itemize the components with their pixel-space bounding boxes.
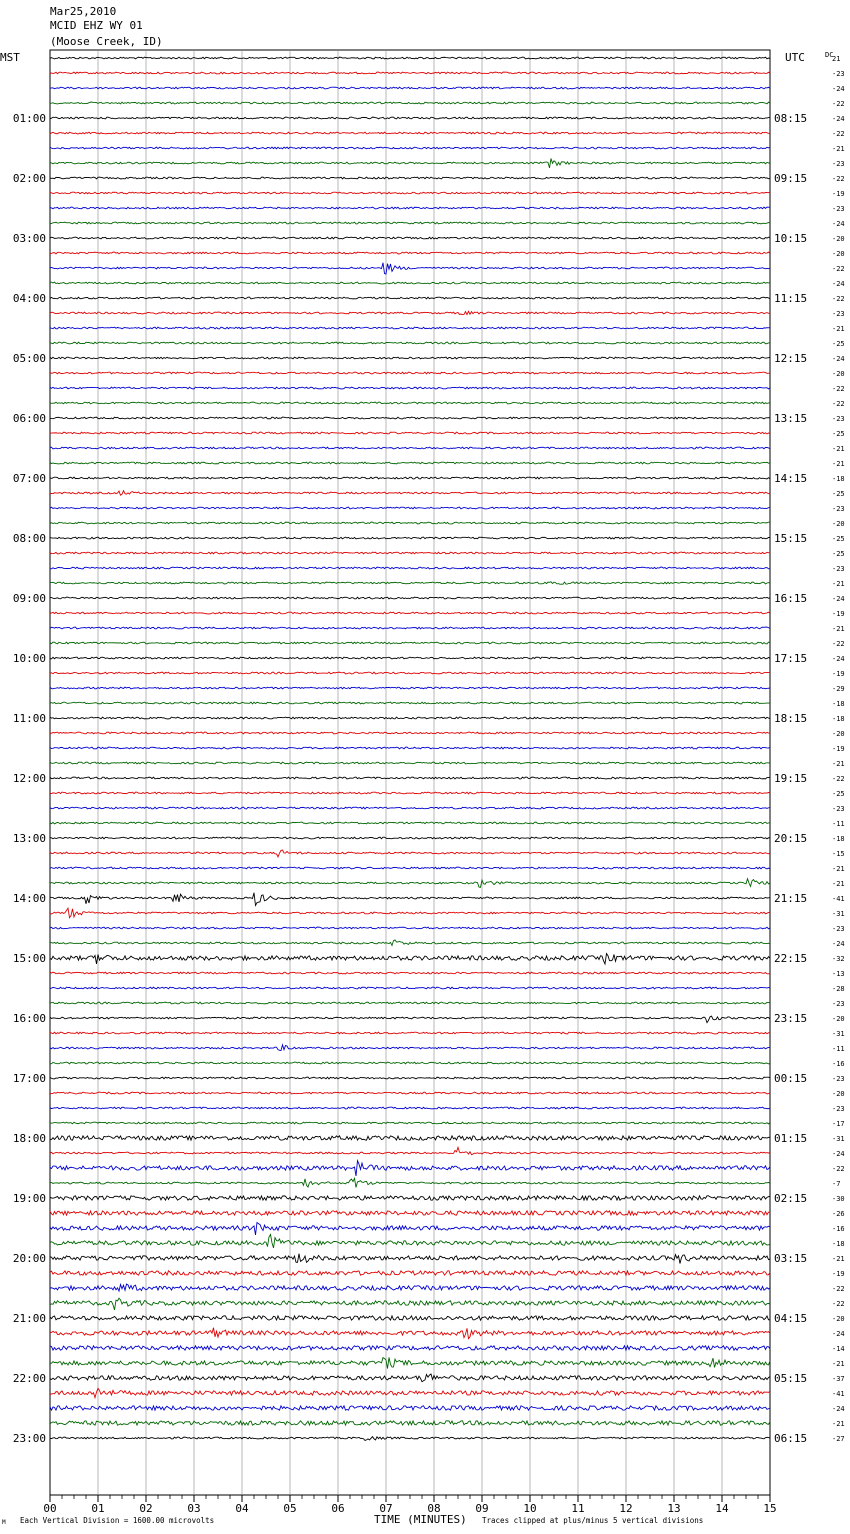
seismic-trace <box>50 1421 770 1425</box>
dc-offset-value: -21 <box>832 580 845 588</box>
utc-hour-label: 18:15 <box>774 712 808 725</box>
seismic-trace <box>50 1016 770 1023</box>
dc-offset-value: -15 <box>832 850 845 858</box>
seismic-trace <box>50 297 770 299</box>
x-tick-label: 09 <box>475 1502 489 1515</box>
x-tick-label: 01 <box>91 1502 105 1515</box>
seismic-trace <box>50 867 770 869</box>
dc-offset-value: -24 <box>832 1330 845 1338</box>
mst-hour-label: 16:00 <box>12 1012 46 1025</box>
dc-offset-value: -18 <box>832 700 845 708</box>
dc-offset-value: -21 <box>832 760 845 768</box>
dc-offset-value: -23 <box>832 1075 845 1083</box>
seismic-trace <box>50 237 770 239</box>
dc-offset-value: -24 <box>832 595 845 603</box>
utc-hour-label: 20:15 <box>774 832 808 845</box>
seismic-trace <box>50 954 770 964</box>
seismic-trace <box>50 1211 770 1215</box>
utc-hour-label: 15:15 <box>774 532 808 545</box>
dc-offset-value: -41 <box>832 895 845 903</box>
dc-offset-labels <box>832 55 845 1443</box>
utc-hour-label: 22:15 <box>774 952 808 965</box>
utc-time-labels <box>774 112 807 1445</box>
dc-offset-value: -23 <box>832 415 845 423</box>
seismic-trace <box>50 987 770 989</box>
trace-group <box>50 57 770 1440</box>
x-tick-label: 14 <box>715 1502 729 1515</box>
x-tick-label: 06 <box>331 1502 345 1515</box>
seismic-trace <box>50 687 770 689</box>
dc-offset-value: -37 <box>832 1375 845 1383</box>
seismic-trace <box>50 1437 770 1441</box>
mst-hour-label: 02:00 <box>12 172 46 185</box>
dc-offset-value: -19 <box>832 745 845 753</box>
seismic-trace <box>50 327 770 329</box>
mst-hour-label: 07:00 <box>12 472 46 485</box>
dc-offset-value: -24 <box>832 280 845 288</box>
seismic-trace <box>50 1223 770 1235</box>
utc-hour-label: 09:15 <box>774 172 808 185</box>
utc-hour-label: 16:15 <box>774 592 808 605</box>
x-tick-label: 13 <box>667 1502 681 1515</box>
dc-offset-value: -25 <box>832 790 845 798</box>
dc-offset-value: -31 <box>832 910 845 918</box>
dc-offset-value: -28 <box>832 985 845 993</box>
dc-offset-value: -11 <box>832 1045 845 1053</box>
seismic-trace <box>50 372 770 374</box>
utc-hour-label: 08:15 <box>774 112 808 125</box>
seismic-trace <box>50 87 770 89</box>
x-tick-label: 08 <box>427 1502 441 1515</box>
seismic-trace <box>50 102 770 104</box>
dc-offset-value: -41 <box>832 1390 845 1398</box>
dc-offset-value: -7 <box>832 1180 841 1188</box>
seismic-trace <box>50 57 770 59</box>
dc-offset-value: -21 <box>832 625 845 633</box>
seismic-trace <box>50 747 770 749</box>
utc-hour-label: 03:15 <box>774 1252 808 1265</box>
dc-offset-value: -23 <box>832 805 845 813</box>
seismic-trace <box>50 132 770 134</box>
corner-mark: M <box>2 1519 6 1526</box>
seismic-trace <box>50 702 770 704</box>
dc-offset-value: -27 <box>832 1435 845 1443</box>
dc-offset-value: -17 <box>832 1120 845 1128</box>
utc-hour-label: 05:15 <box>774 1372 808 1385</box>
dc-offset-value: -23 <box>832 1000 845 1008</box>
dc-offset-value: -16 <box>832 1225 845 1233</box>
seismic-trace <box>50 807 770 809</box>
utc-hour-label: 00:15 <box>774 1072 808 1085</box>
utc-hour-label: 10:15 <box>774 232 808 245</box>
seismic-trace <box>50 1298 770 1310</box>
dc-offset-value: -30 <box>832 1195 845 1203</box>
seismic-trace <box>50 1316 770 1320</box>
x-tick-label: 02 <box>139 1502 153 1515</box>
dc-offset-value: -23 <box>832 505 845 513</box>
dc-offset-value: -23 <box>832 160 845 168</box>
utc-hour-label: 19:15 <box>774 772 808 785</box>
seismic-trace <box>50 1092 770 1094</box>
utc-hour-label: 01:15 <box>774 1132 808 1145</box>
seismic-trace <box>50 777 770 779</box>
station-location: (Moose Creek, ID) <box>50 35 163 48</box>
seismic-trace <box>50 1107 770 1109</box>
seismic-trace <box>50 792 770 794</box>
dc-offset-value: -23 <box>832 925 845 933</box>
dc-offset-value: -32 <box>832 955 845 963</box>
utc-hour-label: 14:15 <box>774 472 808 485</box>
dc-offset-value: -24 <box>832 220 845 228</box>
utc-hour-label: 17:15 <box>774 652 808 665</box>
mst-hour-label: 12:00 <box>12 772 46 785</box>
dc-offset-value: -20 <box>832 1015 845 1023</box>
dc-offset-value: -14 <box>832 1345 845 1353</box>
utc-hour-label: 02:15 <box>774 1192 808 1205</box>
seismic-trace <box>50 1196 770 1200</box>
seismic-trace <box>50 879 770 888</box>
dc-offset-value: -22 <box>832 1285 845 1293</box>
seismic-trace <box>50 1032 770 1034</box>
seismic-trace <box>50 417 770 419</box>
dc-offset-value: -20 <box>832 250 845 258</box>
dc-offset-value: -23 <box>832 70 845 78</box>
x-tick-label: 03 <box>187 1502 201 1515</box>
x-tick-label: 10 <box>523 1502 537 1515</box>
mst-hour-label: 05:00 <box>12 352 46 365</box>
seismic-trace <box>50 72 770 74</box>
x-axis <box>43 1495 776 1515</box>
dc-offset-value: -18 <box>832 1240 845 1248</box>
seismic-trace <box>50 1136 770 1140</box>
seismic-trace <box>50 477 770 479</box>
mst-hour-label: 21:00 <box>12 1312 46 1325</box>
dc-offset-value: -21 <box>832 325 845 333</box>
dc-offset-value: -11 <box>832 820 845 828</box>
dc-offset-value: 21 <box>832 55 841 63</box>
mst-time-labels <box>13 112 46 1445</box>
dc-offset-value: -24 <box>832 1405 845 1413</box>
x-axis-title: TIME (MINUTES) <box>374 1513 467 1526</box>
seismic-trace <box>50 1077 770 1079</box>
dc-offset-value: -22 <box>832 265 845 273</box>
x-tick-label: 00 <box>43 1502 57 1515</box>
seismic-trace <box>50 1346 770 1350</box>
seismic-trace <box>50 1406 770 1410</box>
mst-hour-label: 19:00 <box>12 1192 46 1205</box>
dc-offset-value: -24 <box>832 655 845 663</box>
dc-offset-value: -23 <box>832 205 845 213</box>
seismic-trace <box>50 940 770 945</box>
seismic-trace <box>50 762 770 764</box>
seismic-trace <box>50 432 770 434</box>
utc-hour-label: 23:15 <box>774 1012 808 1025</box>
dc-offset-value: -25 <box>832 535 845 543</box>
dc-offset-value: -25 <box>832 550 845 558</box>
seismic-trace <box>50 597 770 599</box>
dc-offset-value: -25 <box>832 430 845 438</box>
seismic-trace <box>50 1271 770 1275</box>
seismic-trace <box>50 612 770 614</box>
dc-offset-value: -22 <box>832 640 845 648</box>
dc-offset-value: -18 <box>832 835 845 843</box>
dc-offset-value: -22 <box>832 295 845 303</box>
dc-offset-value: -21 <box>832 865 845 873</box>
utc-hour-label: 13:15 <box>774 412 808 425</box>
dc-offset-value: -23 <box>832 1105 845 1113</box>
mst-hour-label: 08:00 <box>12 532 46 545</box>
minute-gridlines <box>98 50 722 1495</box>
dc-offset-value: -22 <box>832 175 845 183</box>
dc-offset-value: -21 <box>832 880 845 888</box>
mst-hour-label: 09:00 <box>12 592 46 605</box>
dc-offset-value: -13 <box>832 970 845 978</box>
dc-offset-value: -25 <box>832 490 845 498</box>
seismic-trace <box>50 147 770 149</box>
dc-offset-value: -16 <box>832 1060 845 1068</box>
seismic-trace <box>50 1388 770 1397</box>
dc-offset-value: -24 <box>832 85 845 93</box>
seismic-trace <box>50 447 770 449</box>
dc-offset-header: DC <box>825 51 834 59</box>
dc-offset-value: -22 <box>832 100 845 108</box>
dc-offset-value: -29 <box>832 685 845 693</box>
utc-hour-label: 04:15 <box>774 1312 808 1325</box>
dc-offset-value: -20 <box>832 730 845 738</box>
seismic-trace <box>50 642 770 644</box>
station-date: Mar25,2010 <box>50 5 117 18</box>
seismic-trace <box>50 462 770 464</box>
seismic-trace <box>50 537 770 539</box>
mst-hour-label: 03:00 <box>12 232 46 245</box>
seismic-trace <box>50 1062 770 1064</box>
mst-hour-label: 15:00 <box>12 952 46 965</box>
seismic-trace <box>50 387 770 389</box>
mst-hour-label: 18:00 <box>12 1132 46 1145</box>
seismic-trace <box>50 192 770 194</box>
seismic-trace <box>50 893 770 906</box>
dc-offset-value: -20 <box>832 235 845 243</box>
utc-hour-label: 11:15 <box>774 292 808 305</box>
station-channel: MCID EHZ WY 01 <box>50 19 143 32</box>
seismic-trace <box>50 732 770 734</box>
seismic-trace <box>50 252 770 254</box>
seismic-trace <box>50 822 770 824</box>
mst-hour-label: 23:00 <box>12 1432 46 1445</box>
seismic-trace <box>50 927 770 929</box>
seismic-trace <box>50 402 770 404</box>
dc-offset-value: -22 <box>832 400 845 408</box>
seismic-trace <box>50 1161 770 1176</box>
seismic-trace <box>50 522 770 524</box>
seismic-trace <box>50 357 770 359</box>
x-tick-label: 07 <box>379 1502 393 1515</box>
clip-note: Traces clipped at plus/minus 5 vertical divisions <box>482 1516 704 1525</box>
mst-hour-label: 22:00 <box>12 1372 46 1385</box>
seismic-trace <box>50 552 770 554</box>
seismic-trace <box>50 263 770 274</box>
x-tick-label: 12 <box>619 1502 633 1515</box>
dc-offset-value: -21 <box>832 445 845 453</box>
dc-offset-value: -23 <box>832 565 845 573</box>
seismic-trace <box>50 491 770 495</box>
dc-offset-value: -22 <box>832 385 845 393</box>
seismic-trace <box>50 657 770 659</box>
dc-offset-value: -22 <box>832 775 845 783</box>
seismic-trace <box>50 117 770 119</box>
dc-offset-value: -18 <box>832 475 845 483</box>
dc-offset-value: -26 <box>832 1210 845 1218</box>
dc-offset-value: -18 <box>832 715 845 723</box>
seismic-trace <box>50 627 770 629</box>
mst-hour-label: 01:00 <box>12 112 46 125</box>
mst-hour-label: 14:00 <box>12 892 46 905</box>
right-timezone-label: UTC <box>785 51 805 64</box>
dc-offset-value: -22 <box>832 1300 845 1308</box>
dc-offset-value: -21 <box>832 145 845 153</box>
x-tick-label: 05 <box>283 1502 297 1515</box>
dc-offset-value: -20 <box>832 1315 845 1323</box>
seismic-trace <box>50 507 770 509</box>
dc-offset-value: -21 <box>832 1420 845 1428</box>
dc-offset-value: -21 <box>832 1360 845 1368</box>
dc-offset-value: -21 <box>832 1255 845 1263</box>
dc-offset-value: -24 <box>832 940 845 948</box>
dc-offset-value: -20 <box>832 520 845 528</box>
dc-offset-value: -31 <box>832 1135 845 1143</box>
seismic-trace <box>50 1147 770 1154</box>
seismic-trace <box>50 342 770 344</box>
scale-note: Each Vertical Division = 1600.00 microvolts <box>20 1516 215 1525</box>
mst-hour-label: 06:00 <box>12 412 46 425</box>
seismic-trace <box>50 850 770 857</box>
seismic-trace <box>50 222 770 224</box>
mst-hour-label: 20:00 <box>12 1252 46 1265</box>
seismic-trace <box>50 177 770 179</box>
seismic-trace <box>50 1284 770 1291</box>
seismic-trace <box>50 717 770 719</box>
seismic-trace <box>50 972 770 974</box>
dc-offset-value: -22 <box>832 1165 845 1173</box>
seismic-trace <box>50 207 770 209</box>
dc-offset-value: -22 <box>832 130 845 138</box>
dc-offset-value: -19 <box>832 670 845 678</box>
dc-offset-value: -23 <box>832 310 845 318</box>
dc-offset-value: -19 <box>832 190 845 198</box>
seismic-trace <box>50 672 770 674</box>
dc-offset-value: -21 <box>832 460 845 468</box>
utc-hour-label: 12:15 <box>774 352 808 365</box>
utc-hour-label: 21:15 <box>774 892 808 905</box>
dc-offset-value: -20 <box>832 1090 845 1098</box>
mst-hour-label: 11:00 <box>12 712 46 725</box>
seismic-trace <box>50 1002 770 1004</box>
dc-offset-value: -24 <box>832 1150 845 1158</box>
mst-hour-label: 04:00 <box>12 292 46 305</box>
seismic-trace <box>50 311 770 314</box>
seismic-trace <box>50 158 770 167</box>
dc-offset-value: -25 <box>832 340 845 348</box>
dc-offset-value: -19 <box>832 1270 845 1278</box>
seismic-trace <box>50 1178 770 1187</box>
mst-hour-label: 17:00 <box>12 1072 46 1085</box>
seismic-trace <box>50 1122 770 1124</box>
seismic-trace <box>50 567 770 569</box>
seismic-trace <box>50 908 770 917</box>
x-tick-label: 04 <box>235 1502 249 1515</box>
seismic-trace <box>50 1254 770 1264</box>
dc-offset-value: -24 <box>832 115 845 123</box>
x-tick-label: 11 <box>571 1502 585 1515</box>
seismic-trace <box>50 1234 770 1247</box>
mst-hour-label: 13:00 <box>12 832 46 845</box>
dc-offset-value: -31 <box>832 1030 845 1038</box>
left-timezone-label: MST <box>0 51 20 64</box>
mst-hour-label: 10:00 <box>12 652 46 665</box>
seismic-trace <box>50 1374 770 1382</box>
utc-hour-label: 06:15 <box>774 1432 808 1445</box>
seismic-trace <box>50 1328 770 1339</box>
seismic-trace <box>50 837 770 839</box>
dc-offset-value: -19 <box>832 610 845 618</box>
seismic-trace <box>50 282 770 284</box>
dc-offset-value: -24 <box>832 355 845 363</box>
seismic-trace <box>50 1357 770 1368</box>
seismic-trace <box>50 582 770 585</box>
seismic-trace <box>50 1045 770 1051</box>
dc-offset-value: -20 <box>832 370 845 378</box>
x-tick-label: 15 <box>763 1502 777 1515</box>
